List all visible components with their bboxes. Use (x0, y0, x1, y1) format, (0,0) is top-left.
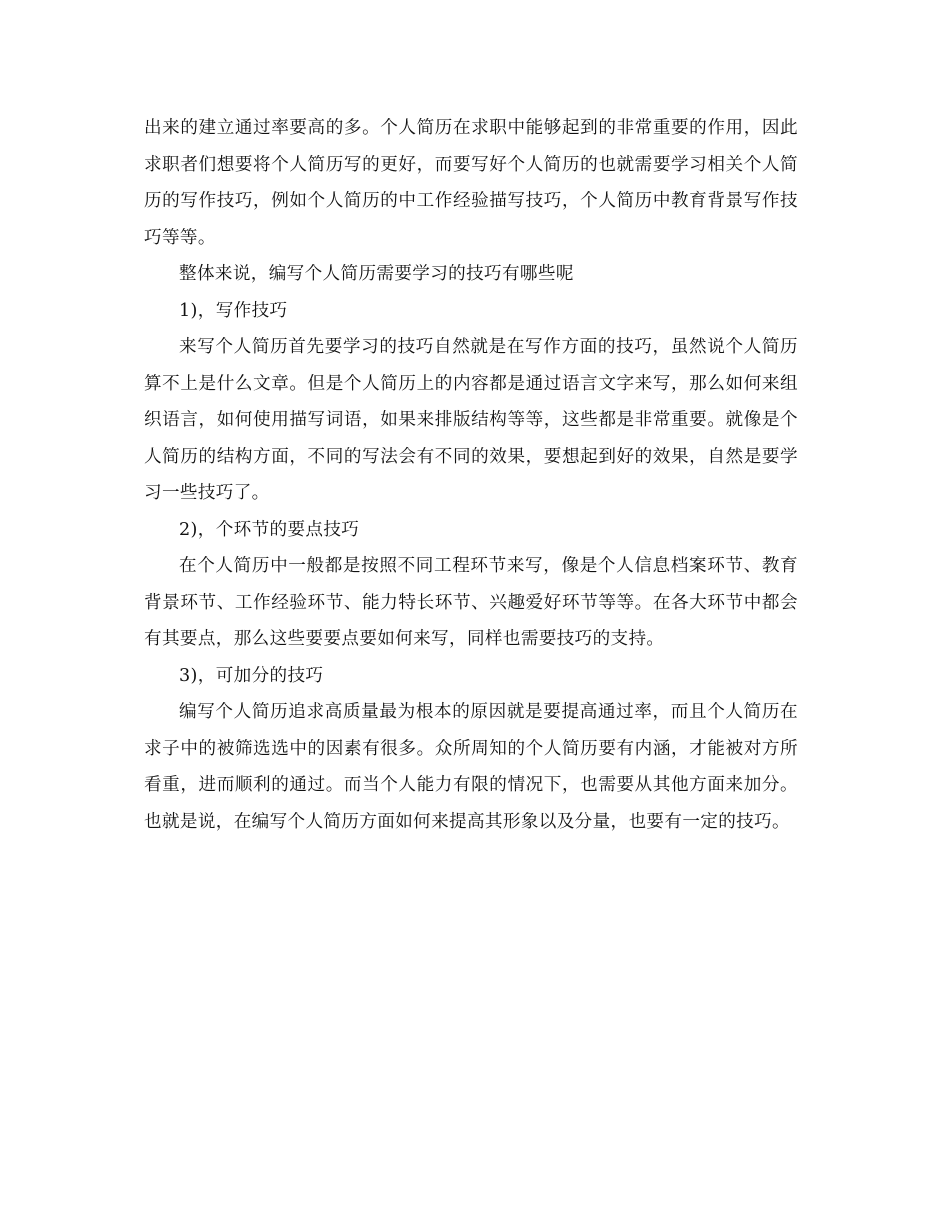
body-paragraph: 来写个人简历首先要学习的技巧自然就是在写作方面的技巧，虽然说个人简历算不上是什么文章。但是个人简历上的内容都是通过语言文字来写，那么如何来组织语言，如何使用描写词语，如果来排版结构等等，这些都是非常重要。就像是个人简历的结构方面，不同的写法会有不同的效果，要想起到好的效果，自然是要学习一些技巧了。 (144, 337, 798, 503)
section-heading-section-key-points: 2)，个环节的要点技巧 (179, 519, 360, 540)
body-paragraph: 出来的建立通过率要高的多。个人简历在求职中能够起到的非常重要的作用，因此求职者们想要将个人简历写的更好，而要写好个人简历的也就需要学习相关个人简历的写作技巧，例如个人简历的中工作经验描写技巧，个人简历中教育背景写作技巧等等。 (144, 118, 798, 248)
section-heading-writing-skills: 1)，写作技巧 (179, 300, 288, 321)
body-paragraph: 编写个人简历追求高质量最为根本的原因就是要提高通过率，而且个人简历在求子中的被筛选选中的因素有很多。众所周知的个人简历要有内涵，才能被对方所看重，进而顺利的通过。而当个人能力有限的情况下，也需要从其他方面来加分。也就是说，在编写个人简历方面如何来提高其形象以及分量，也要有一定的技巧。 (144, 702, 798, 832)
body-paragraph: 在个人简历中一般都是按照不同工程环节来写，像是个人信息档案环节、教育背景环节、工作经验环节、能力特长环节、兴趣爱好环节等等。在各大环节中都会有其要点，那么这些要要点要如何来写，同样也需要技巧的支持。 (144, 556, 798, 649)
body-paragraph: 整体来说，编写个人简历需要学习的技巧有哪些呢 (179, 264, 574, 284)
section-heading-bonus-skills: 3)，可加分的技巧 (179, 665, 324, 686)
document-page (144, 110, 798, 840)
